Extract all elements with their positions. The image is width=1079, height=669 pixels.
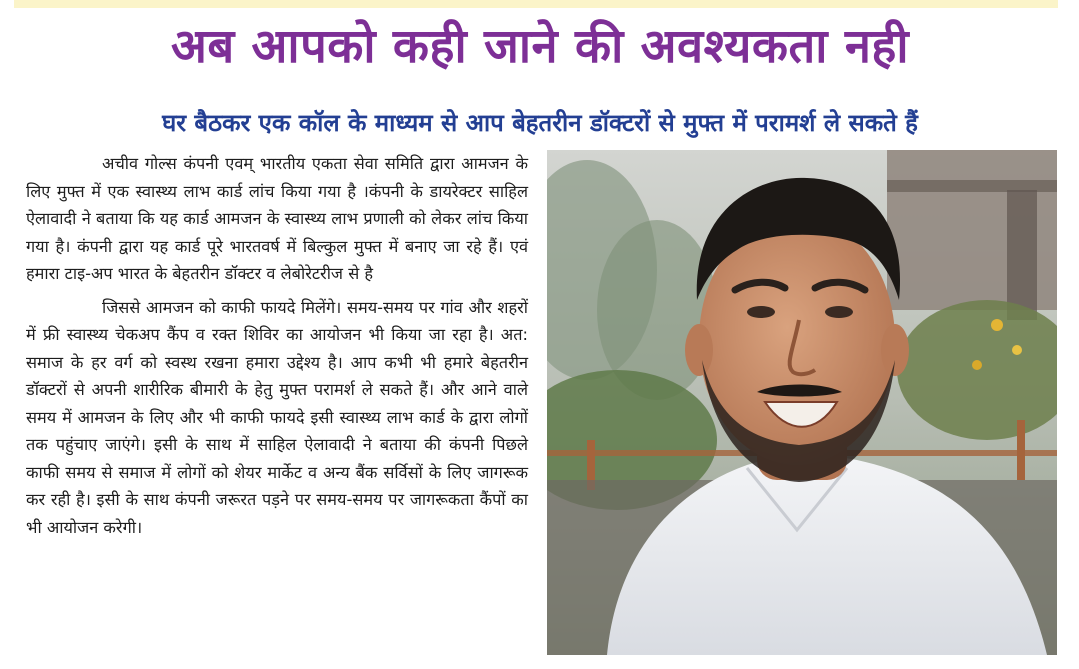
eye-shape	[747, 306, 775, 318]
cropped-text-fragment	[14, 0, 1058, 5]
article-body	[26, 150, 528, 547]
ear-shape	[881, 324, 909, 376]
person-photo-illustration	[547, 150, 1057, 655]
flower-dot	[991, 319, 1003, 331]
article-paragraph-2: जिससे आमजन को काफी फायदे मिलेंगे। समय-समय पर गांव और शहरों में फ्री स्वास्थ्य चेकअप कैंप व रक्त शिविर का आयोजन भी किया जा रहा है। अत: समाज के हर वर्ग को स्वस्थ रखना हमारा उद्देश्य है। आप कभी भी हमारे बेहतरीन डॉक्टरों से अपनी शारीरिक बीमारी के हेतु मुफ्त परामर्श ले सकते हैं। और आने वाले समय में आमजन के लिए और भी काफी फायदे इसी स्वास्थ्य लाभ कार्ड के द्वारा लोगों तक पहुंचाए जाएंगे। इसी के साथ में साहिल ऐलावादी ने बताया की कंपनी पिछले काफी समय से समाज में लोगों को शेयर मार्केट व अन्य बैंक सर्विसों के लिए जागरूक कर रही है। इसी के साथ कंपनी जरूरत पड़ने पर समय-समय पर जागरूकता कैंपों का भी आयोजन करेगी।	[26, 297, 528, 537]
building-pillar	[1007, 190, 1037, 320]
ear-shape	[685, 324, 713, 376]
flower-dot	[1012, 345, 1022, 355]
eye-shape	[825, 306, 853, 318]
flower-dot	[972, 360, 982, 370]
person-photo	[547, 150, 1057, 655]
subheadline: घर बैठकर एक कॉल के माध्यम से आप बेहतरीन डॉक्टरों से मुफ्त में परामर्श ले सकते हैं	[162, 109, 918, 137]
headline: अब आपको कही जाने की अवश्यकता नही	[170, 19, 910, 74]
article-paragraph-1: अचीव गोल्स कंपनी एवम् भारतीय एकता सेवा समिति द्वारा आमजन के लिए मुफ्त में एक स्वास्थ्य लाभ कार्ड लांच किया गया है ।कंपनी के डायरेक्टर साहिल ऐलावादी ने बताया कि यह कार्ड आमजन के स्वास्थ्य लाभ प्रणाली को लेकर लांच किया गया है। कंपनी द्वारा यह कार्ड पूरे भारतवर्ष में बिल्कुल मुफ्त में बनाए जा रहे हैं। एवं हमारा टाइ-अप भारत के बेहतरीन डॉक्टर व लेबोरेटरीज से है	[26, 154, 528, 283]
railing-post	[1017, 420, 1025, 480]
previous-article-strip	[14, 0, 1058, 8]
